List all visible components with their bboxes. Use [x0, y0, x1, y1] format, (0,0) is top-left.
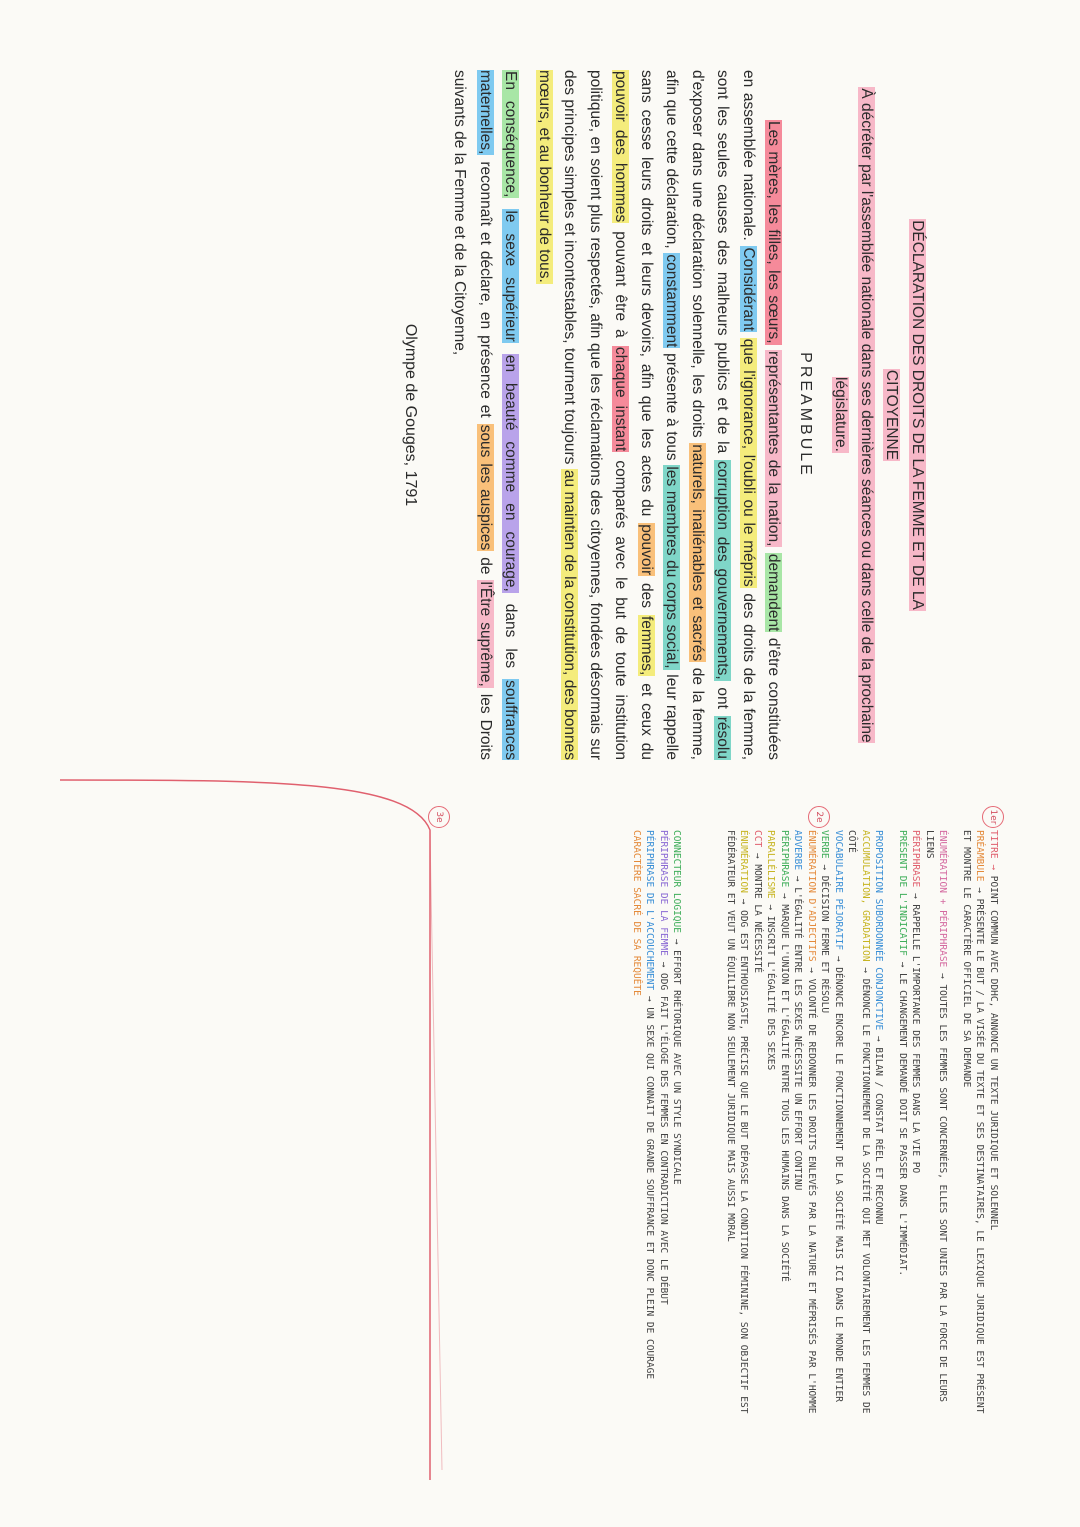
note-label: VOCABULAIRE PÉJORATIF [833, 830, 844, 951]
text-segment: comparés avec le but de toute institution politique, en soient plus respectés, afin que les réclamations des citoyennes, fondées désormais sur des principes simples et incontestables, tournent toujours [561, 70, 630, 760]
text-segment: ont [714, 687, 732, 709]
note-text: → ODG FAIT L'ÉLOGE DES FEMMES EN CONTRADICTION AVEC LE DÉBUT [658, 961, 669, 1305]
text-segment: d'exposer dans une déclaration solennelle, les droits [689, 70, 706, 438]
note-section-3 [630, 830, 684, 1430]
note-label: PÉRIPHRASE DE LA FEMME [658, 830, 669, 956]
note-label: PÉRIPHRASE DE L'ACCOUCHEMENT [644, 830, 656, 991]
hl-ignorance: que l'ignorance, l'oubli ou le mépris [740, 338, 757, 587]
hl-considering: Considérant [740, 247, 757, 332]
note-label: ÉNUMÉRATION [738, 830, 750, 893]
note-label: PARALLÉLISME [765, 830, 777, 899]
annotation-notes [620, 830, 1001, 1430]
note-text: → INSCRIT L'ÉGALITÉ DES SEXES [765, 904, 777, 1071]
text-segment: leur rappelle sans cesse leurs droits et leurs devoirs, afin que les actes du [638, 70, 681, 760]
preamble-heading: PREAMBULE [797, 352, 814, 478]
note-label: PÉRIPHRASE [779, 830, 790, 888]
hl-enumeration: Les mères, les filles, les sœurs, [765, 121, 783, 344]
text-segment: présente à tous [663, 353, 681, 461]
note-text: → LE CHANGEMENT DEMANDÉ DOIT SE PASSER DANS L'IMMÉDIAT. [897, 961, 908, 1277]
note-label: CONNECTEUR LOGIQUE [671, 830, 683, 933]
hl-social-body: les membres du corps social, [663, 466, 681, 669]
note-label: CCT [752, 830, 763, 848]
hl-demand: demandent [765, 553, 783, 632]
note-label: PRÉSENT DE L'INDICATIF [897, 830, 908, 956]
note-label: ÉNUMÉRATION D'ADJECTIFS [806, 830, 817, 962]
note-enumeration [896, 830, 950, 1430]
note-text: → EFFORT RHÉTORIQUE AVEC UN STYLE SYNDICALE [671, 938, 683, 1185]
text-segment: dans les [502, 603, 520, 669]
note-label: ÉNUMÉRATION + PÉRIPHRASE [937, 830, 949, 968]
title-line-1: DÉCLARATION DES DROITS DE LA FEMME ET DE LA [909, 220, 926, 610]
note-label: TITRE → [988, 830, 999, 871]
note-text: → MARQUE L'UNION ET L'ÉGALITÉ ENTRE TOUS LES HUMAINS DANS LA SOCIÉTÉ [779, 892, 790, 1282]
note-label: VERBE [819, 830, 831, 859]
note-title [960, 830, 1001, 1430]
note-text: → DÉCISION FERME ET RÉSOLU [819, 864, 831, 1014]
note-text: → DÉNONCE ENCORE LE FONCTIONNEMENT DE LA SOCIÉTÉ MAIS ICI DANS LE MONDE ENTIER [833, 955, 844, 1402]
text-segment: des droits de la femme, sont les seules causes des malheurs publics et de la [714, 70, 757, 760]
text-segment: d'être constituées en assemblée nationale. [740, 70, 783, 760]
section-badge-3: 3e [428, 806, 450, 828]
preamble-paragraph-1 [532, 70, 787, 760]
note-label: PÉRIPHRASE [910, 830, 922, 888]
preamble-paragraph-2 [447, 70, 524, 760]
hl-corruption: corruption des gouvernements, [714, 461, 732, 680]
note-text: → PRÉSENTE LE BUT / LA VISÉE DU TEXTE ET SES DESTINATAIRES, LE LEXIQUE JURIDIQUE EST PRÉSENT ET MONTRE LE CARACTÈRE OFFICIEL DE SA DEMANDE [961, 830, 986, 1414]
section-badge-2: 2e [808, 806, 830, 828]
note-text: → BILAN / CONSTAT RÉEL ET RECONNU [873, 1035, 885, 1225]
title-line-2: CITOYENNE [883, 369, 901, 461]
note-label: PRÉAMBULE [974, 830, 986, 882]
hl-consequence: En conséquence, [502, 71, 520, 198]
note-label: ACCUMULATION, GRADATION [860, 830, 871, 962]
text-segment: reconnaît et déclare, en présence et [477, 161, 494, 418]
hl-beauty-courage: en beauté comme en courage, [502, 354, 520, 592]
hl-natural-rights: naturels, inaliénables et sacrés [689, 444, 706, 662]
note-text: → VOLONTÉ DE REDONNER LES DROITS ENLEVÉS PAR LA NATURE ET MÉPRISÉS PAR L'HOMME [806, 967, 817, 1414]
margin-divider-line [50, 770, 470, 1490]
hl-supreme-being: l'Être suprême, [477, 581, 494, 687]
hl-superior-sex: le sexe supérieur [502, 210, 520, 342]
declaration-text [382, 70, 931, 760]
text-segment: et ceux du [638, 683, 655, 760]
note-section-2 [724, 830, 886, 1430]
note-text: → UN SEXE QUI CONNAIT DE GRANDE SOUFFRANCE ET DONC PLEIN DE COURAGE [644, 995, 656, 1380]
note-text: → TOUTES LES FEMMES SONT CONCERNÉES, ELLES SONT UNIES PAR LA FORCE DE LEURS LIENS [924, 830, 949, 1402]
note-label: CARACTÈRE SACRÉ DE SA REQUÊTE [631, 830, 642, 996]
hl-resolved: résolu [714, 716, 732, 759]
text-segment: pouvant être à [612, 231, 630, 338]
hl-each-instant: chaque instant [612, 346, 630, 452]
note-label: ADVERBE [792, 830, 804, 871]
note-text: → RAPPELLE L'IMPORTANCE DES FEMMES DANS LA VIE PO [910, 892, 922, 1174]
signature: Olympe de Gouges, 1791 [402, 323, 419, 507]
text-segment: des [638, 583, 655, 609]
decree-text: À décréter par l'assemblée nationale dans ses dernières séances ou dans celle de la prochaine législature. [832, 88, 875, 743]
note-text: → MONTRE LA NÉCESSITÉ [752, 852, 763, 974]
text-segment: les Droits suivants de la Femme et de la Citoyenne, [451, 70, 494, 761]
document-title [879, 70, 930, 760]
hl-maternal-suffering: souffrances maternelles, [477, 70, 520, 760]
decree-line [828, 70, 879, 760]
hl-constantly: constamment [663, 254, 681, 348]
note-label: PROPOSITION SUBORDONNÉE CONJONCTIVE [873, 830, 885, 1031]
section-badge-1: 1er [982, 806, 1004, 828]
hl-power: pouvoir [638, 524, 655, 576]
text-segment: de la femme, afin que cette déclaration, [663, 70, 706, 760]
note-text: → ODG EST ENTHOUSIASTE, PRÉCISE QUE LE BUT DÉPASSE LA CONDITION FÉMININE, SON OBJECTIF EST FÉDÉRATEUR ET VEUT UN ÉQUILIBRE NON SEULEMENT JURIDIQUE MAIS AUSSI MORAL [725, 830, 750, 1414]
note-text: → DÉNONCE LE FONCTIONNEMENT DE LA SOCIÉTÉ QUI MET VOLONTAIREMENT LES FEMMES DE CÔTÉ [846, 830, 871, 1414]
hl-power-of-men: pouvoir des hommes [612, 71, 630, 223]
hl-representatives: représentantes de la nation, [765, 351, 783, 547]
hl-women: femmes, [638, 615, 655, 676]
hl-maintenance: au maintien de la constitution, des bonnes mœurs, et au bonheur de tous. [536, 70, 579, 761]
text-segment: de [477, 557, 494, 575]
note-text: POINT COMMUN AVEC DDHC, ANNONCE UN TEXTE JURIDIQUE ET SOLENNEL [988, 875, 999, 1231]
note-text: → L'ÉGALITÉ ENTRE LES SEXES NÉCESSITE UN EFFORT CONTINU [792, 875, 804, 1191]
hl-auspices: sous les auspices [477, 424, 494, 551]
